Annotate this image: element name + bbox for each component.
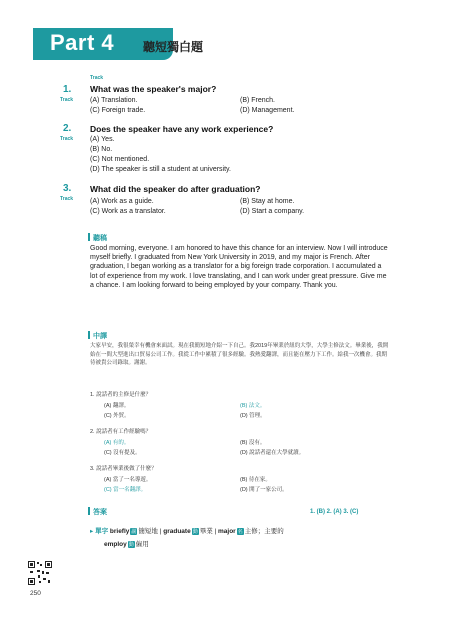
answer-heading-label: 答案 xyxy=(93,509,107,516)
translation-option: (B) 沒有。 xyxy=(240,440,266,446)
translation-question: 3. 說話者畢業後做了什麼？ xyxy=(90,466,157,472)
answer-heading xyxy=(88,507,107,517)
question-number: 3. xyxy=(63,183,72,194)
question-text: Does the speaker have any work experience? xyxy=(90,124,274,134)
option-d: (D) Start a company. xyxy=(240,208,305,215)
answer-key: 1. (B) 2. (A) 3. (C) xyxy=(310,509,359,515)
vocab-line-2 xyxy=(104,539,149,548)
part-title: Part 4 xyxy=(50,30,115,55)
vocab-pos: 動 xyxy=(128,542,134,548)
script-heading xyxy=(88,233,107,243)
translation-option-answer: (A) 有的。 xyxy=(104,440,130,446)
question-number: 2. xyxy=(63,123,72,134)
question-text: What did the speaker do after graduation? xyxy=(90,184,261,194)
vocab-pos: 動 xyxy=(192,529,198,535)
translation-option: (A) 當了一名導遊。 xyxy=(104,477,152,483)
vocab-meaning: 主修；主要的 xyxy=(244,528,284,535)
script-heading-label: 聽稿 xyxy=(93,235,107,242)
translation-option: (A) 翻譯。 xyxy=(104,403,130,409)
section-bar xyxy=(88,331,90,339)
option-c: (C) Work as a translator. xyxy=(90,208,166,215)
question-track-tag: Track xyxy=(60,196,74,202)
vocab-pos: 副 xyxy=(131,529,137,535)
option-a: (A) Work as a guide. xyxy=(90,198,154,205)
option-a: (A) Translation. xyxy=(90,97,138,104)
question-track-tag: Track xyxy=(60,136,74,142)
translation-question: 2. 說話者有工作經驗嗎？ xyxy=(90,429,152,435)
translation-option: (B) 待在家。 xyxy=(240,477,271,483)
vocab-word: employ xyxy=(104,541,127,548)
translation-option: (D) 說話者還在大學就讀。 xyxy=(240,450,305,456)
translation-option-answer: (B) 法文。 xyxy=(240,403,266,409)
qr-code-icon xyxy=(27,560,53,586)
vocab-word: major xyxy=(218,528,236,535)
translation-option: (D) 開了一家公司。 xyxy=(240,487,288,493)
translation-option: (C) 外貿。 xyxy=(104,413,130,419)
vocab-pos: 名 xyxy=(237,529,243,535)
translation-option-answer: (C) 當一名翻譯。 xyxy=(104,487,147,493)
question-number: 1. xyxy=(63,84,72,95)
question-text: What was the speaker's major? xyxy=(90,84,217,94)
vocab-meaning: 簡短地 xyxy=(138,528,158,535)
vocab-word: briefly xyxy=(109,528,130,535)
translation-heading-label: 中譯 xyxy=(93,333,107,340)
option-b: (B) Stay at home. xyxy=(240,198,295,205)
option-c: (C) Not mentioned. xyxy=(90,156,150,163)
vocab-line-1: ▸ 單字 briefly 副 簡短地 | graduate 動 畢業 | major 名 主修；主要的 xyxy=(90,528,284,535)
option-b: (B) French. xyxy=(240,97,276,104)
option-b: (B) No. xyxy=(90,146,113,153)
part-subtitle: 聽短獨白題 xyxy=(143,40,204,54)
question-track-tag: Track xyxy=(60,97,74,103)
translation-paragraph: 大家早安，我很榮幸有機會來面試。現在我簡短地介紹一下自己。我2019年畢業於紐約大學，大學主修法文。畢業後，我開始在一間大型進出口貿易公司工作。我從工作中累積了很多經驗。我熱愛翻譯，而且能在壓力下工作。給我一次機會。我期待被貴公司錄取。謝謝。 xyxy=(90,343,389,367)
vocab-meaning: 僱用 xyxy=(135,541,149,548)
option-c: (C) Foreign trade. xyxy=(90,107,146,114)
page-number: 250 xyxy=(30,590,41,597)
option-a: (A) Yes. xyxy=(90,136,115,143)
option-d: (D) The speaker is still a student at university. xyxy=(90,166,231,173)
option-d: (D) Management. xyxy=(240,107,295,114)
section-bar xyxy=(88,233,90,241)
vocab-word: graduate xyxy=(163,528,191,535)
track-label: Track xyxy=(90,75,104,81)
translation-option: (C) 沒有提及。 xyxy=(104,450,141,456)
script-paragraph: Good morning, everyone. I am honored to have this chance for an interview. Now I will introduce myself briefly. I graduated from New York University in 2019, and my major is French. After graduation, I began working as a translator for a big foreign trade corporation. I accumulated a lot of experience from my work. I love translating, and I can work under great pressure. Give me a chance. I am looking forward to being employed by your company. Thank you. xyxy=(90,245,388,289)
vocab-label: ▸ 單字 xyxy=(90,528,109,535)
translation-question: 1. 說話者的主修是什麼？ xyxy=(90,392,152,398)
translation-option: (D) 管理。 xyxy=(240,413,266,419)
section-bar xyxy=(88,507,90,515)
vocab-meaning: 畢業 xyxy=(199,528,213,535)
translation-heading xyxy=(88,331,107,341)
